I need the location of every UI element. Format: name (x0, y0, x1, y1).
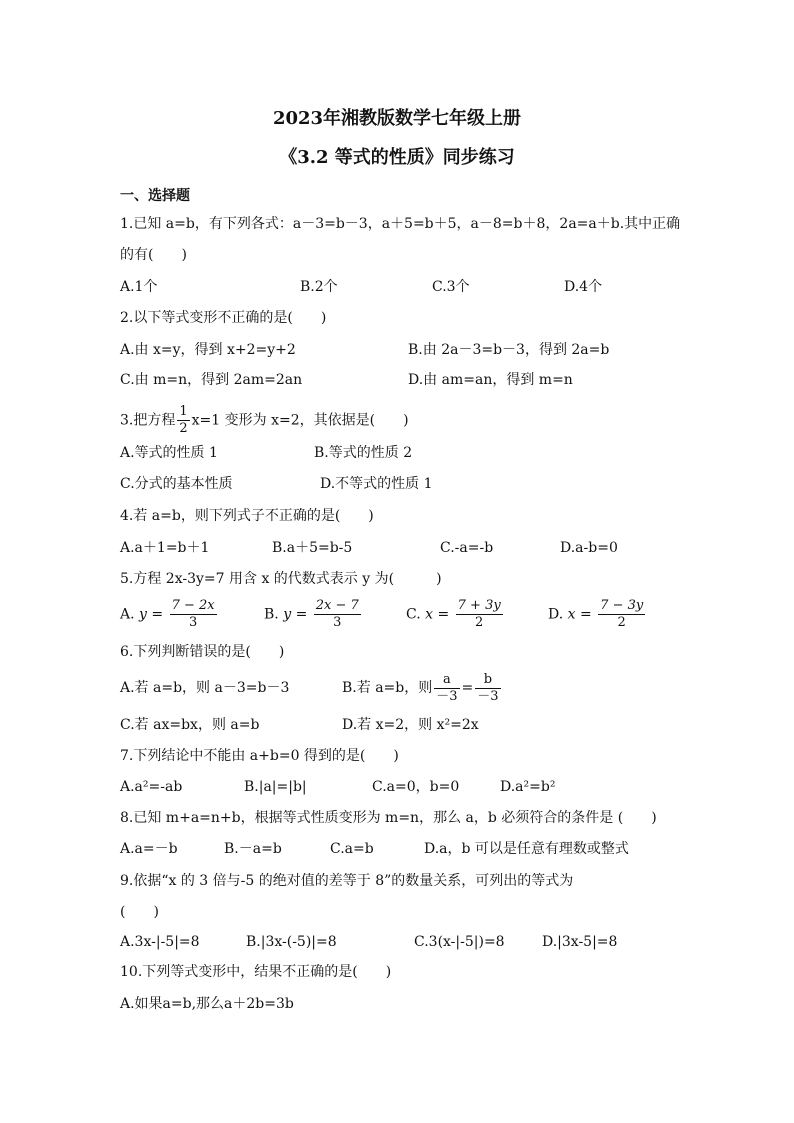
q5-option-b-denominator: 3 (333, 615, 342, 630)
question-8: 8.已知 m+a=n+b，根据等式性质变形为 m=n，那么 a，b 必须符合的条件是 ( ) (120, 810, 657, 826)
q2-option-d: D.由 am=an，得到 m=n (408, 372, 573, 388)
q6-option-b-fraction-2 (475, 672, 500, 705)
q5-option-c-fraction (456, 598, 503, 631)
question-6: 6.下列判断错误的是( ) (120, 644, 285, 660)
q4-option-d: D.a-b=0 (560, 540, 618, 556)
q2-option-b: B.由 2a－3=b－3，得到 2a=b (408, 342, 610, 358)
q5-option-c (406, 598, 505, 631)
q9-option-b: B.|3x-(-5)|=8 (246, 934, 337, 950)
q5-option-a-numerator: 7 − 2x (171, 598, 215, 613)
q5-option-c-label: C. (406, 606, 421, 623)
q6-option-b-numerator-2: b (475, 672, 500, 689)
q1-option-d: D.4个 (564, 279, 603, 295)
q5-option-d-denominator: 2 (617, 615, 626, 630)
q1-option-b: B.2个 (300, 279, 338, 295)
section-heading: 一、选择题 (120, 188, 190, 204)
q3-fraction-numerator: 1 (179, 404, 188, 419)
q5-option-b-fraction (314, 598, 361, 631)
q5-option-b (264, 598, 363, 631)
q5-option-b-numerator: 2x − 7 (315, 598, 359, 613)
q5-option-d-numerator: 7 − 3y (600, 598, 644, 613)
question-1-line-1: 1.已知 a=b，有下列各式：a－3=b－3，a＋5=b＋5，a－8=b＋8，2a=a＋b.其中正确 (120, 216, 681, 232)
question-7: 7.下列结论中不能由 a+b=0 得到的是( ) (120, 748, 399, 764)
q4-option-c: C.-a=-b (440, 540, 494, 556)
q2-option-c: C.由 m=n，得到 2am=2an (120, 372, 303, 388)
question-5: 5.方程 2x-3y=7 用含 x 的代数式表示 y 为( ) (120, 571, 442, 587)
q9-option-d: D.|3x-5|=8 (542, 934, 618, 950)
q6-option-c: C.若 ax=bx，则 a=b (120, 717, 260, 733)
q8-option-d: D.a，b 可以是任意有理数或整式 (424, 841, 629, 857)
q2-option-a: A.由 x=y，得到 x+2=y+2 (120, 342, 296, 358)
q5-option-a (120, 598, 219, 631)
q5-option-c-lhs: x = (425, 606, 450, 623)
question-9-line-2: ( ) (120, 904, 159, 920)
document-subtitle: 《3.2 等式的性质》同步练习 (279, 147, 515, 168)
q7-option-d: D.a²=b² (500, 779, 556, 795)
q8-option-a: A.a=－b (120, 841, 178, 857)
q3-fraction-denominator: 2 (179, 421, 188, 436)
q1-option-c: C.3个 (432, 279, 470, 295)
q7-option-c: C.a=0，b=0 (372, 779, 460, 795)
question-9-line-1: 9.依据“x 的 3 倍与-5 的绝对值的差等于 8”的数量关系，可列出的等式为 (120, 873, 574, 889)
q7-option-b: B.|a|=|b| (244, 779, 307, 795)
q5-option-a-fraction (170, 598, 217, 631)
question-1-line-2: 的有( ) (120, 247, 187, 263)
q8-option-c: C.a=b (330, 841, 374, 857)
q6-option-b-denominator-1: －3 (436, 688, 458, 704)
q6-option-b-denominator-2: －3 (477, 688, 499, 704)
q5-option-c-numerator: 7 + 3y (457, 598, 501, 613)
q5-option-a-lhs: y = (139, 606, 164, 623)
q6-option-b-numerator-1: a (434, 672, 459, 689)
document-title: 2023年湘教版数学七年级上册 (272, 108, 522, 129)
q8-option-b: B.－a=b (224, 841, 282, 857)
q5-option-d-fraction (598, 598, 645, 631)
q5-option-d-label: D. (548, 606, 564, 623)
q5-option-c-denominator: 2 (475, 615, 484, 630)
q6-option-a: A.若 a=b，则 a－3=b－3 (120, 680, 290, 696)
q5-option-b-label: B. (264, 606, 279, 623)
q3-option-d: D.不等式的性质 1 (320, 476, 433, 492)
q6-option-b (342, 670, 503, 706)
q5-option-d (548, 598, 647, 631)
q10-option-a: A.如果a=b,那么a＋2b=3b (120, 996, 294, 1012)
q3-text-post: x=1 变形为 x=2，其依据是( ) (191, 412, 409, 429)
q7-option-a: A.a²=-ab (120, 779, 183, 795)
q3-option-b: B.等式的性质 2 (314, 445, 413, 461)
question-4: 4.若 a=b，则下列式子不正确的是( ) (120, 508, 374, 524)
q3-text-pre: 3.把方程 (120, 412, 176, 429)
q3-option-c: C.分式的基本性质 (120, 476, 233, 492)
q9-option-c: C.3(x-|-5|)=8 (414, 934, 505, 950)
q6-option-b-text: B.若 a=b，则 (342, 680, 433, 696)
q5-option-b-lhs: y = (283, 606, 308, 623)
q5-option-d-lhs: x = (567, 606, 592, 623)
q9-option-a: A.3x-|-5|=8 (120, 934, 200, 950)
question-10: 10.下列等式变形中，结果不正确的是( ) (120, 964, 392, 980)
question-2: 2.以下等式变形不正确的是( ) (120, 310, 327, 326)
q3-fraction (177, 404, 189, 437)
q5-option-a-label: A. (120, 606, 135, 623)
question-3 (120, 404, 409, 437)
q3-option-a: A.等式的性质 1 (120, 445, 218, 461)
q6-option-b-equals: = (461, 680, 474, 696)
q6-option-d: D.若 x=2，则 x²=2x (342, 717, 479, 733)
q6-option-b-fraction-1 (434, 672, 459, 705)
q1-option-a: A.1个 (120, 279, 158, 295)
q4-option-a: A.a＋1=b＋1 (120, 540, 210, 556)
q4-option-b: B.a＋5=b-5 (272, 540, 353, 556)
q5-option-a-denominator: 3 (188, 615, 198, 630)
